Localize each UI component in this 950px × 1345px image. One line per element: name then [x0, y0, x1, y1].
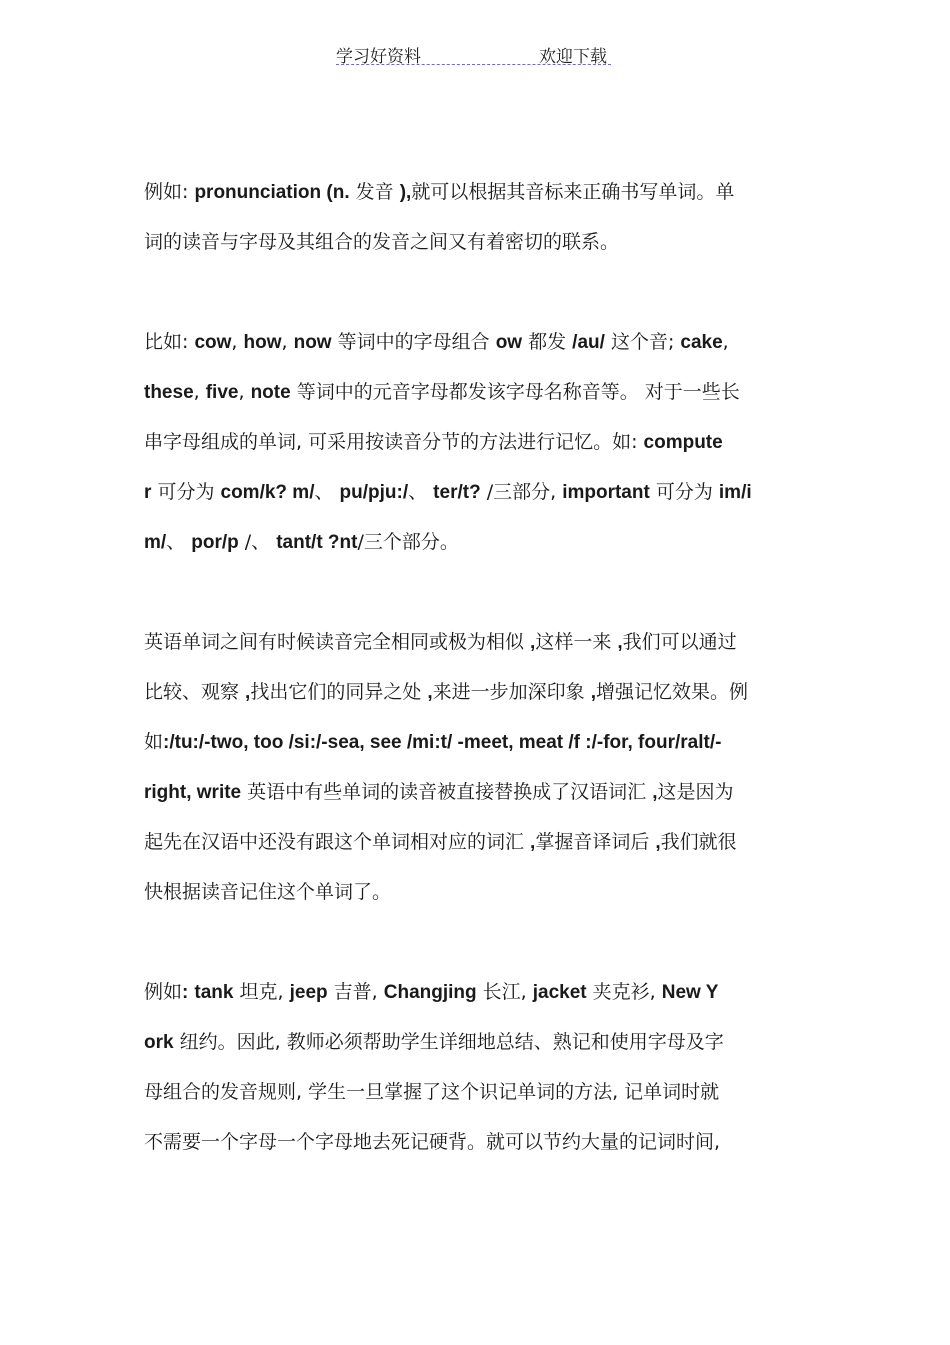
text-segment: 夹克衫,: [586, 981, 662, 1003]
text-line: [144, 717, 814, 767]
text-segment: ,: [231, 331, 244, 353]
text-segment: 如: [144, 731, 164, 753]
bold-text-segment: com/k? m/: [220, 482, 315, 503]
text-segment: 、: [166, 531, 192, 553]
text-segment: 吉普,: [327, 981, 384, 1003]
text-segment: 我们就很: [660, 831, 737, 853]
text-segment: 掌握音译词后: [535, 831, 656, 853]
bold-text-segment: :/tu:/-two, too /si:/-sea, see /mi:t/ -meet, meat /f :/-for, four/ralt/-: [163, 732, 722, 753]
text-segment: 快根据读音记住这个单词了。: [144, 881, 392, 903]
bold-text-segment: m/: [144, 532, 167, 553]
text-segment: 我们可以通过: [622, 631, 737, 653]
text-segment: 这是因为: [657, 781, 734, 803]
bold-text-segment: ,: [530, 632, 536, 653]
text-segment: 串字母组成的单词, 可采用按读音分节的方法进行记忆。如:: [144, 431, 644, 453]
bold-text-segment: compute: [643, 432, 723, 453]
paragraph: [144, 617, 814, 917]
text-line: [144, 1117, 814, 1167]
text-segment: 起先在汉语中还没有跟这个单词相对应的词汇: [144, 831, 531, 853]
text-segment: 长江,: [476, 981, 533, 1003]
text-segment: /、: [238, 531, 277, 553]
bold-text-segment: ,: [652, 782, 658, 803]
bold-text-segment: /au/: [572, 332, 605, 353]
bold-text-segment: how: [243, 332, 282, 353]
text-segment: ,: [193, 381, 206, 403]
bold-text-segment: im/i: [718, 482, 752, 503]
text-segment: 等词中的字母组合: [331, 331, 496, 353]
bold-text-segment: jacket: [532, 982, 587, 1003]
header-right-text: 欢迎下载: [539, 47, 607, 67]
text-segment: 这样一来: [535, 631, 618, 653]
bold-text-segment: important: [562, 482, 650, 503]
text-segment: 词的读音与字母及其组合的发音之间又有着密切的联系。: [144, 231, 620, 253]
bold-text-segment: pu/pju:/: [339, 482, 409, 503]
bold-text-segment: cake: [680, 332, 723, 353]
text-segment: 比较、观察: [144, 681, 246, 703]
bold-text-segment: :: [182, 982, 189, 1003]
text-line: [144, 317, 814, 367]
text-segment: 不需要一个字母一个字母地去死记硬背。就可以节约大量的记词时间,: [144, 1131, 721, 1153]
bold-text-segment: right, write: [144, 782, 242, 803]
text-segment: 、: [314, 481, 340, 503]
text-segment: 英语单词之间有时候读音完全相同或极为相似: [144, 631, 531, 653]
bold-text-segment: tank: [194, 982, 234, 1003]
header-left-text: 学习好资料: [336, 47, 421, 67]
bold-text-segment: note: [250, 382, 291, 403]
text-line: [144, 667, 814, 717]
text-line: [144, 967, 814, 1017]
text-line: [144, 1017, 814, 1067]
bold-text-segment: ork: [144, 1032, 174, 1053]
paragraph: [144, 317, 814, 567]
bold-text-segment: these: [144, 382, 194, 403]
bold-text-segment: pronunciation (n.: [194, 182, 350, 203]
bold-text-segment: ,: [427, 682, 433, 703]
text-line: [144, 167, 814, 217]
text-line: [144, 217, 814, 267]
text-segment: 找出它们的同异之处: [250, 681, 428, 703]
text-segment: 增强记忆效果。例: [595, 681, 748, 703]
text-line: [144, 1067, 814, 1117]
bold-text-segment: ,: [655, 832, 661, 853]
paragraph: [144, 967, 814, 1167]
text-line: [144, 517, 814, 567]
text-line: [144, 617, 814, 667]
text-segment: /三部分,: [480, 481, 563, 503]
text-segment: 坦克,: [233, 981, 290, 1003]
bold-text-segment: New Y: [661, 982, 719, 1003]
text-segment: ,: [281, 331, 294, 353]
paragraph: [144, 167, 814, 267]
bold-text-segment: five: [205, 382, 239, 403]
bold-text-segment: jeep: [289, 982, 328, 1003]
text-line: [144, 867, 814, 917]
bold-text-segment: Changjing: [383, 982, 477, 1003]
text-line: [144, 417, 814, 467]
text-segment: 比如:: [144, 331, 195, 353]
bold-text-segment: ,: [530, 832, 536, 853]
text-line: [144, 817, 814, 867]
text-segment: ,: [238, 381, 251, 403]
text-segment: 发音: [349, 181, 400, 203]
text-segment: ,: [722, 331, 729, 353]
text-segment: 英语中有些单词的读音被直接替换成了汉语词汇: [241, 781, 653, 803]
text-segment: 例如: [144, 981, 183, 1003]
bold-text-segment: ),: [399, 182, 412, 203]
bold-text-segment: ,: [617, 632, 623, 653]
bold-text-segment: por/p: [191, 532, 239, 553]
text-line: [144, 367, 814, 417]
bold-text-segment: tant/t ?nt: [276, 532, 358, 553]
text-segment: 、: [408, 481, 434, 503]
text-segment: 来进一步加深印象: [432, 681, 591, 703]
text-segment: /三个部分。: [357, 531, 459, 553]
text-segment: 都发: [522, 331, 573, 353]
page-header: [336, 38, 611, 65]
text-segment: 就可以根据其音标来正确书写单词。单: [411, 181, 735, 203]
text-segment: 母组合的发音规则, 学生一旦掌握了这个识记单词的方法, 记单词时就: [144, 1081, 720, 1103]
text-segment: 可分为: [649, 481, 719, 503]
bold-text-segment: ter/t?: [433, 482, 481, 503]
document-body: [144, 167, 814, 1167]
bold-text-segment: ow: [495, 332, 523, 353]
bold-text-segment: now: [293, 332, 332, 353]
text-segment: 这个音;: [604, 331, 681, 353]
bold-text-segment: ,: [245, 682, 251, 703]
text-segment: 例如:: [144, 181, 195, 203]
text-segment: 纽约。因此, 教师必须帮助学生详细地总结、熟记和使用字母及字: [173, 1031, 724, 1053]
text-line: [144, 767, 814, 817]
bold-text-segment: cow: [194, 332, 232, 353]
bold-text-segment: r: [144, 482, 152, 503]
text-segment: 可分为: [151, 481, 221, 503]
bold-text-segment: ,: [590, 682, 596, 703]
text-line: [144, 467, 814, 517]
text-segment: 等词中的元音字母都发该字母名称音等。 对于一些长: [290, 381, 740, 403]
